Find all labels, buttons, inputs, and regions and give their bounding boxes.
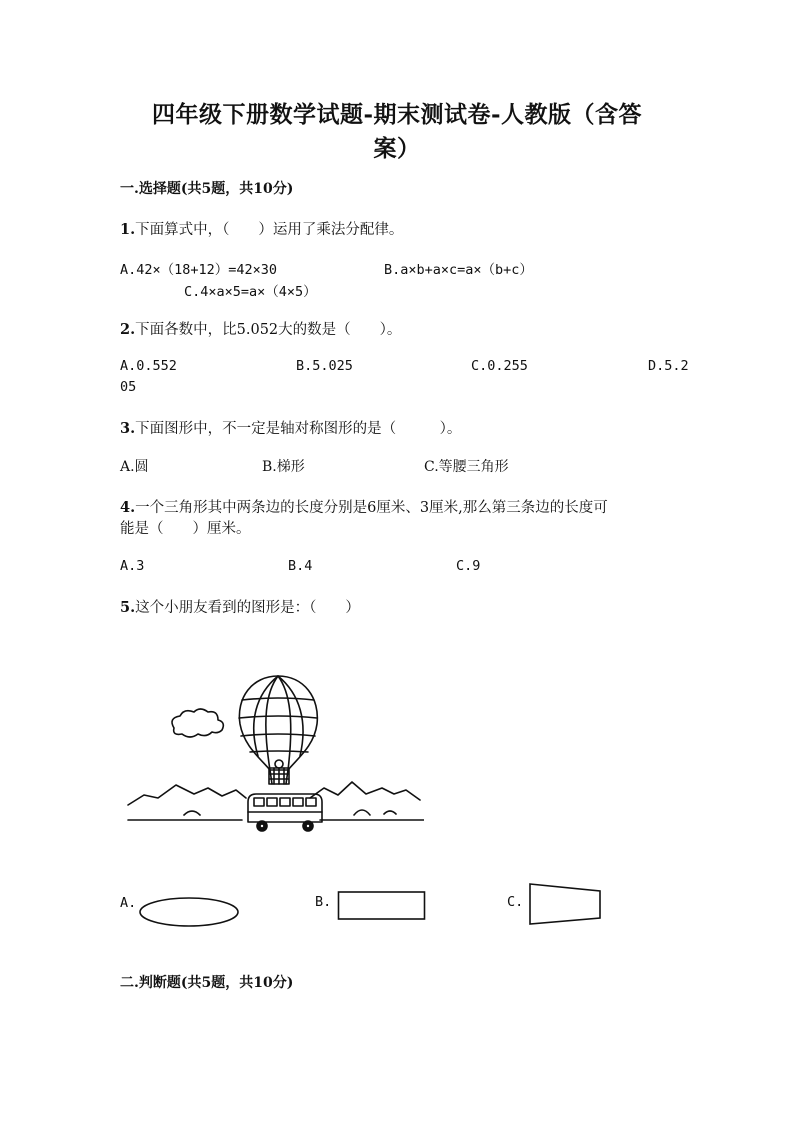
trapezoid-shape [528, 882, 604, 926]
q5-option-a[interactable]: A. [120, 895, 137, 911]
q4-option-c[interactable]: C.9 [456, 558, 481, 574]
q2-option-d[interactable]: D.5.2 [648, 358, 689, 374]
question-text: 下面各数中，比5.052大的数是（ ）。 [135, 322, 402, 338]
question-text: 这个小朋友看到的图形是：（ ） [135, 600, 360, 616]
question-number: 2. [120, 321, 136, 338]
q2-option-c[interactable]: C.0.255 [471, 358, 528, 374]
page-title-continued: 案） [373, 135, 421, 162]
page-title: 四年级下册数学试题-期末测试卷-人教版（含答 [151, 101, 643, 128]
balloon-scene-illustration [124, 670, 424, 845]
q1-option-c[interactable]: C.4×a×5=a×（4×5） [184, 284, 317, 300]
question-text: 下面算式中，（ ）运用了乘法分配律。 [135, 222, 404, 238]
question-number: 5. [120, 599, 136, 616]
rectangle-shape [337, 890, 427, 922]
question-text: 一个三角形其中两条边的长度分别是6厘米、3厘米,那么第三条边的长度可 [135, 500, 608, 516]
q2-option-d-wrap: 05 [120, 379, 137, 395]
question-4 [120, 496, 608, 517]
question-number: 1. [120, 221, 136, 238]
q5-option-c[interactable]: C. [507, 894, 524, 910]
question-number: 4. [120, 499, 136, 516]
section-heading-judgement: 二.判断题(共5题，共10分) [120, 975, 294, 991]
q1-option-a[interactable]: A.42×（18+12）=42×30 [120, 262, 278, 278]
section-heading-choice: 一.选择题(共5题，共10分) [120, 181, 294, 197]
question-2 [120, 318, 401, 339]
q2-option-b[interactable]: B.5.025 [296, 358, 353, 374]
question-number: 3. [120, 420, 136, 437]
q1-option-b[interactable]: B.a×b+a×c=a×（b+c） [384, 262, 533, 278]
ellipse-shape [138, 895, 240, 929]
q2-option-a[interactable]: A.0.552 [120, 358, 177, 374]
question-5 [120, 596, 360, 617]
q4-option-b[interactable]: B.4 [288, 558, 313, 574]
q5-option-b[interactable]: B. [315, 894, 332, 910]
question-1 [120, 218, 403, 239]
question-text: 下面图形中，不一定是轴对称图形的是（ ）。 [135, 421, 462, 437]
q4-option-a[interactable]: A.3 [120, 558, 145, 574]
question-4-continued: 能是（ ）厘米。 [120, 521, 251, 537]
q3-option-b[interactable]: B.梯形 [262, 459, 305, 475]
q3-option-a[interactable]: A.圆 [120, 459, 149, 475]
q3-option-c[interactable]: C.等腰三角形 [424, 459, 509, 475]
question-3 [120, 417, 461, 438]
